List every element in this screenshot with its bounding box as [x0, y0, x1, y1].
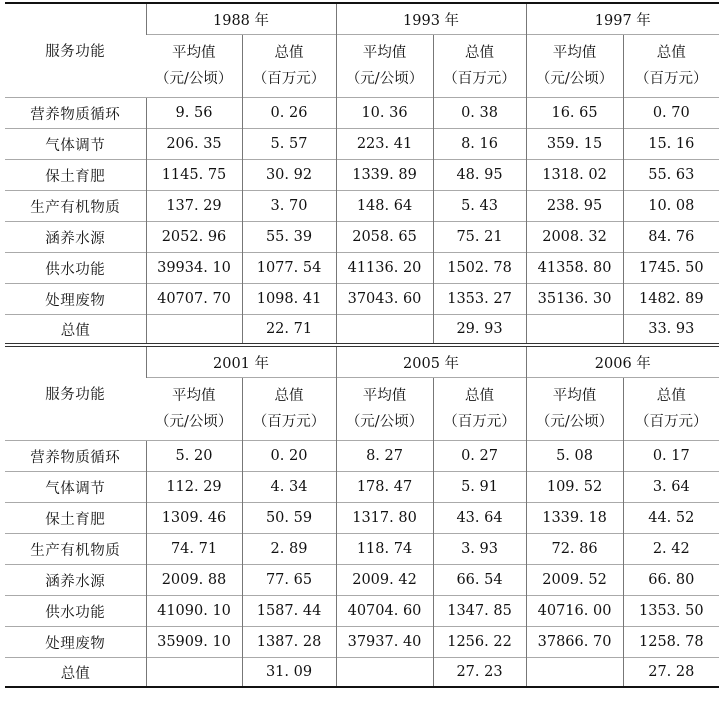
total-value-header-line1: 总值: [465, 388, 495, 404]
average-value-cell: 359. 15: [526, 129, 623, 160]
year-header: 1997 年: [526, 3, 719, 35]
total-value-header-line1: 总值: [274, 388, 304, 404]
total-value-cell: 1258. 78: [623, 627, 719, 658]
total-sum-cell: 27. 23: [433, 658, 526, 688]
average-value-header: [526, 378, 623, 441]
total-value-cell: 1353. 50: [623, 596, 719, 627]
average-value-header-line1: 平均值: [362, 388, 407, 404]
total-value-cell: 77. 65: [242, 565, 336, 596]
total-value-cell: 2. 89: [242, 534, 336, 565]
table-row: [5, 534, 719, 565]
total-value-cell: 50. 59: [242, 503, 336, 534]
table-body: [5, 3, 719, 687]
total-value-header-line1: 总值: [274, 45, 304, 61]
average-value-cell: 5. 20: [146, 441, 242, 472]
average-value-header-line1: 平均值: [172, 45, 216, 61]
total-value-cell: 55. 63: [623, 160, 719, 191]
year-header: 2001 年: [146, 345, 336, 378]
total-value-cell: 3. 70: [242, 191, 336, 222]
average-value-cell: 72. 86: [526, 534, 623, 565]
total-value-cell: 4. 34: [242, 472, 336, 503]
data-table: [5, 2, 719, 688]
average-value-header-line1: 平均值: [172, 388, 216, 404]
total-sum-cell: 33. 93: [623, 315, 719, 346]
service-name-cell: 生产有机物质: [5, 534, 146, 565]
year-header: 1993 年: [336, 3, 526, 35]
average-value-cell: 238. 95: [526, 191, 623, 222]
year-header: 2006 年: [526, 345, 719, 378]
total-value-cell: 48. 95: [433, 160, 526, 191]
table-row: [5, 503, 719, 534]
total-row: [5, 658, 719, 688]
average-value-cell: 41090. 10: [146, 596, 242, 627]
average-value-cell: 41358. 80: [526, 253, 623, 284]
average-value-cell: 37866. 70: [526, 627, 623, 658]
average-value-cell: 2009. 88: [146, 565, 242, 596]
total-value-cell: 0. 20: [242, 441, 336, 472]
total-value-header-line2: （百万元）: [443, 414, 516, 430]
average-value-cell: 2058. 65: [336, 222, 433, 253]
total-value-cell: 2. 42: [623, 534, 719, 565]
total-row-label: 总值: [5, 658, 146, 688]
service-name-cell: 保土育肥: [5, 160, 146, 191]
average-value-cell: 118. 74: [336, 534, 433, 565]
total-value-header: [242, 35, 336, 98]
average-value-header-line1: 平均值: [362, 45, 407, 61]
total-value-cell: 1077. 54: [242, 253, 336, 284]
total-value-cell: 1256. 22: [433, 627, 526, 658]
average-value-cell: 2008. 32: [526, 222, 623, 253]
average-value-cell: 109. 52: [526, 472, 623, 503]
average-value-cell: 9. 56: [146, 98, 242, 129]
year-header-row: [5, 3, 719, 35]
average-value-header-line2: （元/公顷）: [535, 414, 614, 430]
average-value-cell: 35136. 30: [526, 284, 623, 315]
average-value-header: [336, 35, 433, 98]
average-value-cell: 1145. 75: [146, 160, 242, 191]
table-row: [5, 284, 719, 315]
total-value-cell: 0. 26: [242, 98, 336, 129]
total-value-header: [242, 378, 336, 441]
total-sum-cell: 29. 93: [433, 315, 526, 346]
service-name-cell: 供水功能: [5, 253, 146, 284]
average-value-cell: 1339. 18: [526, 503, 623, 534]
service-function-header: 服务功能: [5, 3, 146, 98]
table-row: [5, 191, 719, 222]
year-header: 1988 年: [146, 3, 336, 35]
average-value-cell: 41136. 20: [336, 253, 433, 284]
total-value-header-line2: （百万元）: [635, 414, 708, 430]
average-value-cell: 148. 64: [336, 191, 433, 222]
total-value-header-line2: （百万元）: [252, 71, 326, 87]
service-name-cell: 气体调节: [5, 472, 146, 503]
total-value-cell: 1387. 28: [242, 627, 336, 658]
average-value-cell: 40704. 60: [336, 596, 433, 627]
average-value-cell: 223. 41: [336, 129, 433, 160]
total-value-cell: 0. 27: [433, 441, 526, 472]
average-value-header-line1: 平均值: [552, 388, 597, 404]
average-value-cell: 1318. 02: [526, 160, 623, 191]
total-value-cell: 84. 76: [623, 222, 719, 253]
average-value-cell: 2009. 52: [526, 565, 623, 596]
average-value-header-line2: （元/公顷）: [345, 71, 424, 87]
total-value-cell: 1098. 41: [242, 284, 336, 315]
average-value-cell: 39934. 10: [146, 253, 242, 284]
total-value-header-line1: 总值: [656, 45, 686, 61]
table-row: [5, 253, 719, 284]
total-value-cell: 1482. 89: [623, 284, 719, 315]
total-value-header: [623, 378, 719, 441]
total-value-header: [433, 378, 526, 441]
average-value-cell: 40707. 70: [146, 284, 242, 315]
average-value-cell: 37937. 40: [336, 627, 433, 658]
table-row: [5, 596, 719, 627]
total-value-cell: 44. 52: [623, 503, 719, 534]
average-value-cell: 1339. 89: [336, 160, 433, 191]
average-value-cell: 37043. 60: [336, 284, 433, 315]
service-name-cell: 涵养水源: [5, 565, 146, 596]
total-sum-cell: 22. 71: [242, 315, 336, 346]
total-value-header-line1: 总值: [656, 388, 686, 404]
total-value-cell: 5. 43: [433, 191, 526, 222]
average-value-cell: 178. 47: [336, 472, 433, 503]
average-value-header-line2: （元/公顷）: [155, 71, 233, 87]
average-value-cell: 2009. 42: [336, 565, 433, 596]
service-name-cell: 涵养水源: [5, 222, 146, 253]
total-value-cell: 55. 39: [242, 222, 336, 253]
total-value-cell: 1502. 78: [433, 253, 526, 284]
average-value-cell: 1309. 46: [146, 503, 242, 534]
service-name-cell: 保土育肥: [5, 503, 146, 534]
service-name-cell: 营养物质循环: [5, 98, 146, 129]
ecosystem-service-value-table: [5, 2, 719, 688]
service-name-cell: 处理废物: [5, 627, 146, 658]
total-value-header-line1: 总值: [465, 45, 495, 61]
total-value-cell: 0. 38: [433, 98, 526, 129]
average-value-header: [146, 35, 242, 98]
average-value-header-line2: （元/公顷）: [155, 414, 233, 430]
service-function-header: 服务功能: [5, 345, 146, 441]
total-value-cell: 1353. 27: [433, 284, 526, 315]
service-name-cell: 处理废物: [5, 284, 146, 315]
table-row: [5, 441, 719, 472]
average-value-cell: 10. 36: [336, 98, 433, 129]
total-value-cell: 8. 16: [433, 129, 526, 160]
service-name-cell: 营养物质循环: [5, 441, 146, 472]
average-value-cell: 74. 71: [146, 534, 242, 565]
average-value-cell: 40716. 00: [526, 596, 623, 627]
table-row: [5, 129, 719, 160]
service-name-cell: 气体调节: [5, 129, 146, 160]
table-row: [5, 565, 719, 596]
average-value-header: [336, 378, 433, 441]
total-sum-cell: 31. 09: [242, 658, 336, 688]
total-value-cell: 43. 64: [433, 503, 526, 534]
average-value-header-line2: （元/公顷）: [535, 71, 614, 87]
empty-cell: [336, 315, 433, 346]
average-value-cell: 8. 27: [336, 441, 433, 472]
total-value-cell: 66. 54: [433, 565, 526, 596]
empty-cell: [526, 658, 623, 688]
total-value-header-line2: （百万元）: [443, 71, 516, 87]
total-value-cell: 3. 64: [623, 472, 719, 503]
table-row: [5, 627, 719, 658]
total-value-cell: 1587. 44: [242, 596, 336, 627]
total-value-cell: 75. 21: [433, 222, 526, 253]
total-value-cell: 5. 91: [433, 472, 526, 503]
average-value-header-line1: 平均值: [552, 45, 597, 61]
empty-cell: [146, 658, 242, 688]
total-value-cell: 66. 80: [623, 565, 719, 596]
average-value-header: [526, 35, 623, 98]
average-value-cell: 35909. 10: [146, 627, 242, 658]
total-value-cell: 1745. 50: [623, 253, 719, 284]
year-header: 2005 年: [336, 345, 526, 378]
table-row: [5, 98, 719, 129]
total-row: [5, 315, 719, 346]
total-sum-cell: 27. 28: [623, 658, 719, 688]
total-value-cell: 15. 16: [623, 129, 719, 160]
table-row: [5, 472, 719, 503]
average-value-cell: 206. 35: [146, 129, 242, 160]
service-name-cell: 生产有机物质: [5, 191, 146, 222]
average-value-cell: 137. 29: [146, 191, 242, 222]
total-value-cell: 0. 17: [623, 441, 719, 472]
total-value-header-line2: （百万元）: [252, 414, 326, 430]
total-value-header: [433, 35, 526, 98]
table-row: [5, 160, 719, 191]
table-row: [5, 222, 719, 253]
total-value-cell: 5. 57: [242, 129, 336, 160]
total-value-cell: 30. 92: [242, 160, 336, 191]
average-value-cell: 2052. 96: [146, 222, 242, 253]
average-value-header: [146, 378, 242, 441]
total-row-label: 总值: [5, 315, 146, 346]
total-value-cell: 3. 93: [433, 534, 526, 565]
average-value-cell: 5. 08: [526, 441, 623, 472]
average-value-cell: 112. 29: [146, 472, 242, 503]
total-value-cell: 0. 70: [623, 98, 719, 129]
total-value-cell: 1347. 85: [433, 596, 526, 627]
year-header-row: [5, 345, 719, 378]
total-value-cell: 10. 08: [623, 191, 719, 222]
average-value-header-line2: （元/公顷）: [345, 414, 424, 430]
total-value-header: [623, 35, 719, 98]
service-name-cell: 供水功能: [5, 596, 146, 627]
average-value-cell: 1317. 80: [336, 503, 433, 534]
empty-cell: [146, 315, 242, 346]
empty-cell: [526, 315, 623, 346]
empty-cell: [336, 658, 433, 688]
total-value-header-line2: （百万元）: [635, 71, 708, 87]
average-value-cell: 16. 65: [526, 98, 623, 129]
